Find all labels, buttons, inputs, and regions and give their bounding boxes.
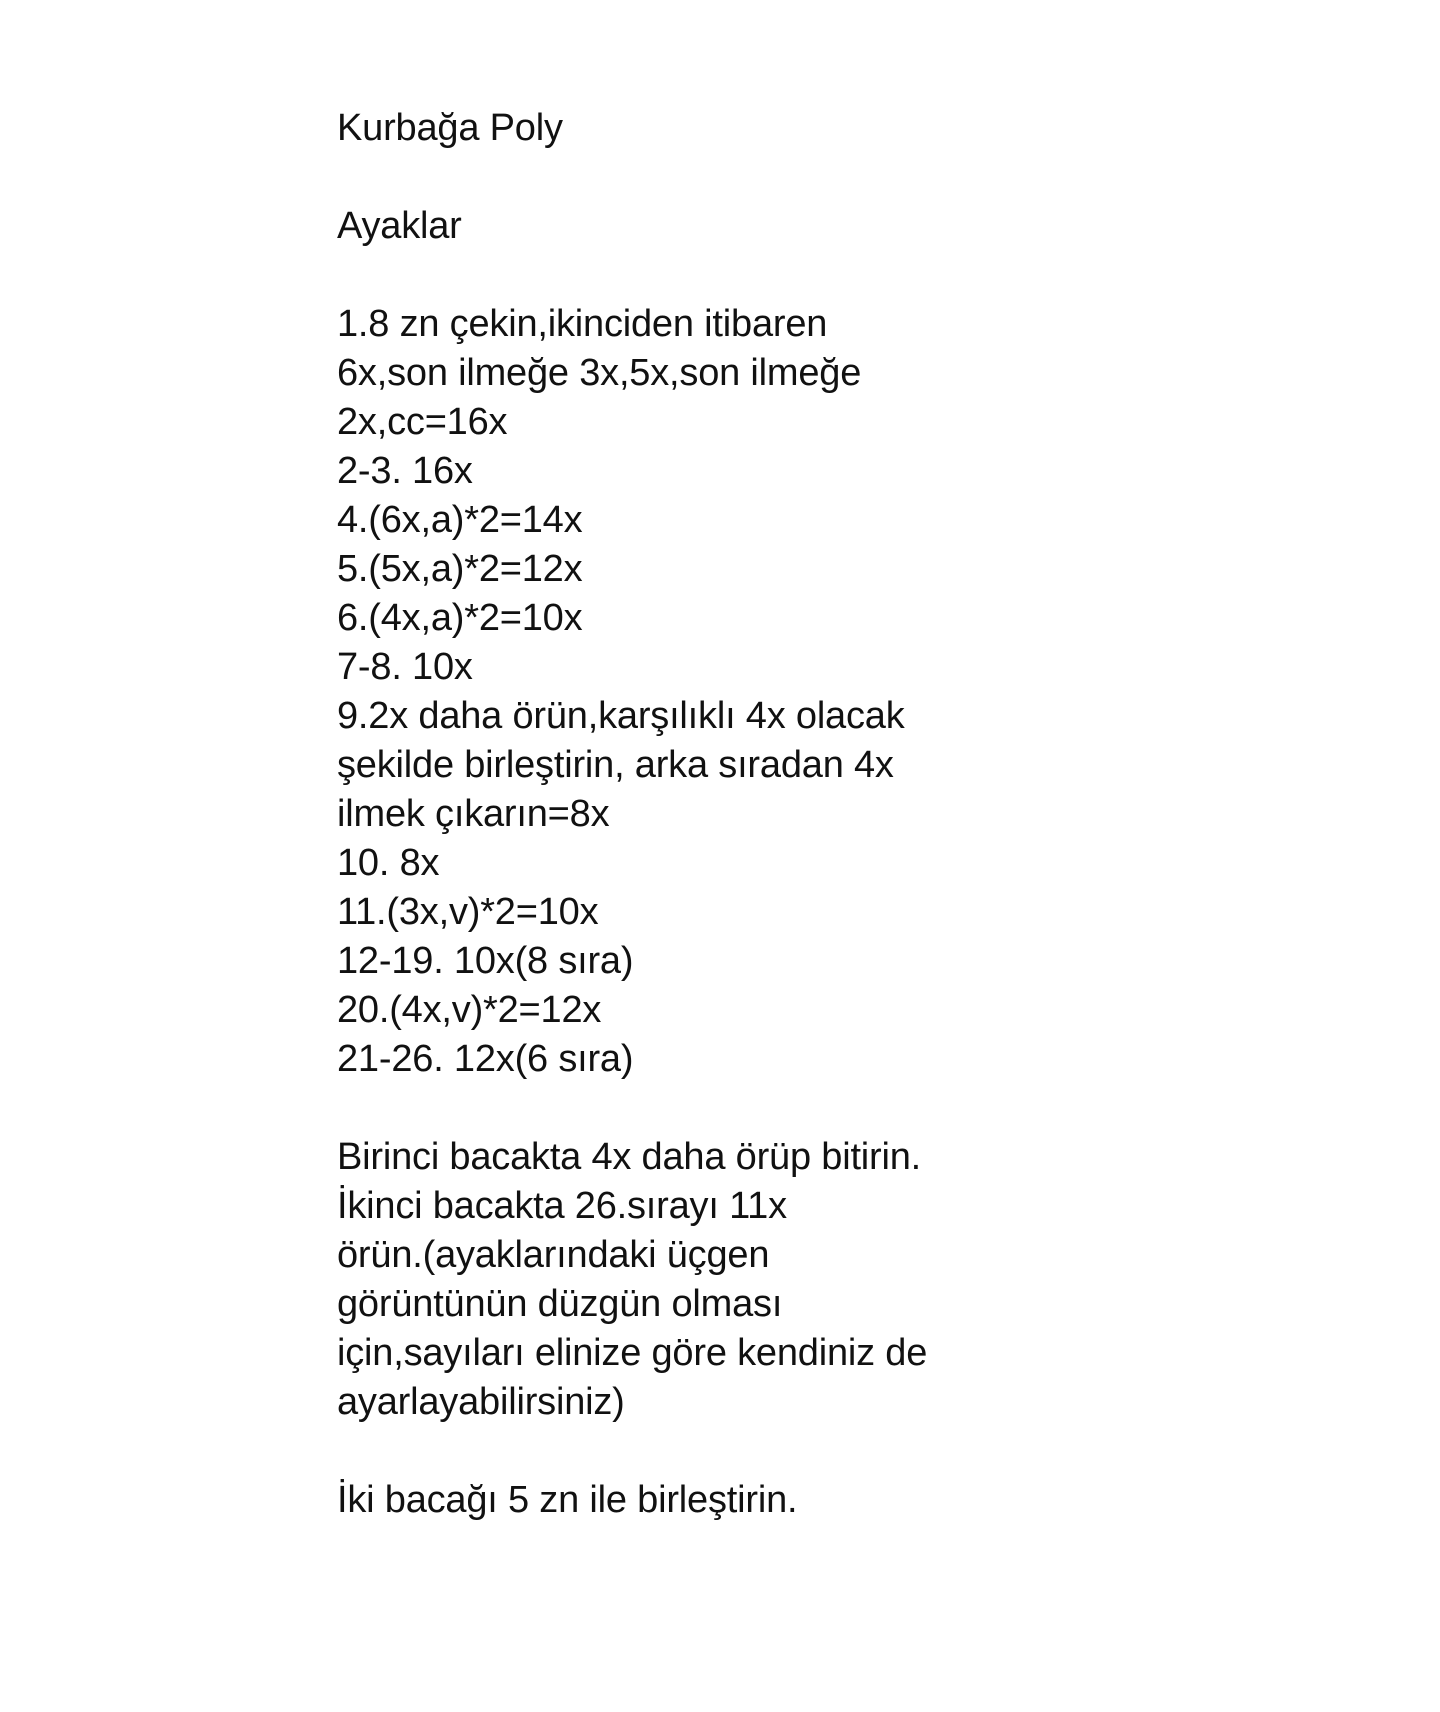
final-instruction: İki bacağı 5 zn ile birleştirin. xyxy=(337,1479,798,1521)
step-line: 9.2x daha örün,karşılıklı 4x olacak xyxy=(337,695,905,737)
note-line: İkinci bacakta 26.sırayı 11x xyxy=(337,1185,787,1227)
step-line: 11.(3x,v)*2=10x xyxy=(337,891,599,933)
document-title: Kurbağa Poly xyxy=(337,107,563,149)
pattern-document xyxy=(337,104,1097,1525)
step-line: 20.(4x,v)*2=12x xyxy=(337,989,602,1031)
step-line: 4.(6x,a)*2=14x xyxy=(337,499,583,541)
step-line: 1.8 zn çekin,ikinciden itibaren xyxy=(337,303,828,345)
step-line: 6.(4x,a)*2=10x xyxy=(337,597,583,639)
step-line: 2-3. 16x xyxy=(337,450,473,492)
step-line: 2x,cc=16x xyxy=(337,401,508,443)
step-line: 12-19. 10x(8 sıra) xyxy=(337,940,634,982)
section-heading: Ayaklar xyxy=(337,205,462,247)
notes-paragraph xyxy=(337,1133,1097,1427)
final-paragraph xyxy=(337,1476,1097,1525)
step-line: 10. 8x xyxy=(337,842,440,884)
steps-list xyxy=(337,300,1097,1084)
note-line: Birinci bacakta 4x daha örüp bitirin. xyxy=(337,1136,922,1178)
step-line: ilmek çıkarın=8x xyxy=(337,793,610,835)
note-line: örün.(ayaklarındaki üçgen xyxy=(337,1234,770,1276)
note-line: görüntünün düzgün olması xyxy=(337,1283,783,1325)
step-line: 6x,son ilmeğe 3x,5x,son ilmeğe xyxy=(337,352,862,394)
note-line: ayarlayabilirsiniz) xyxy=(337,1381,625,1423)
note-line: için,sayıları elinize göre kendiniz de xyxy=(337,1332,928,1374)
step-line: 7-8. 10x xyxy=(337,646,473,688)
step-line: 5.(5x,a)*2=12x xyxy=(337,548,583,590)
step-line: 21-26. 12x(6 sıra) xyxy=(337,1038,634,1080)
step-line: şekilde birleştirin, arka sıradan 4x xyxy=(337,744,894,786)
